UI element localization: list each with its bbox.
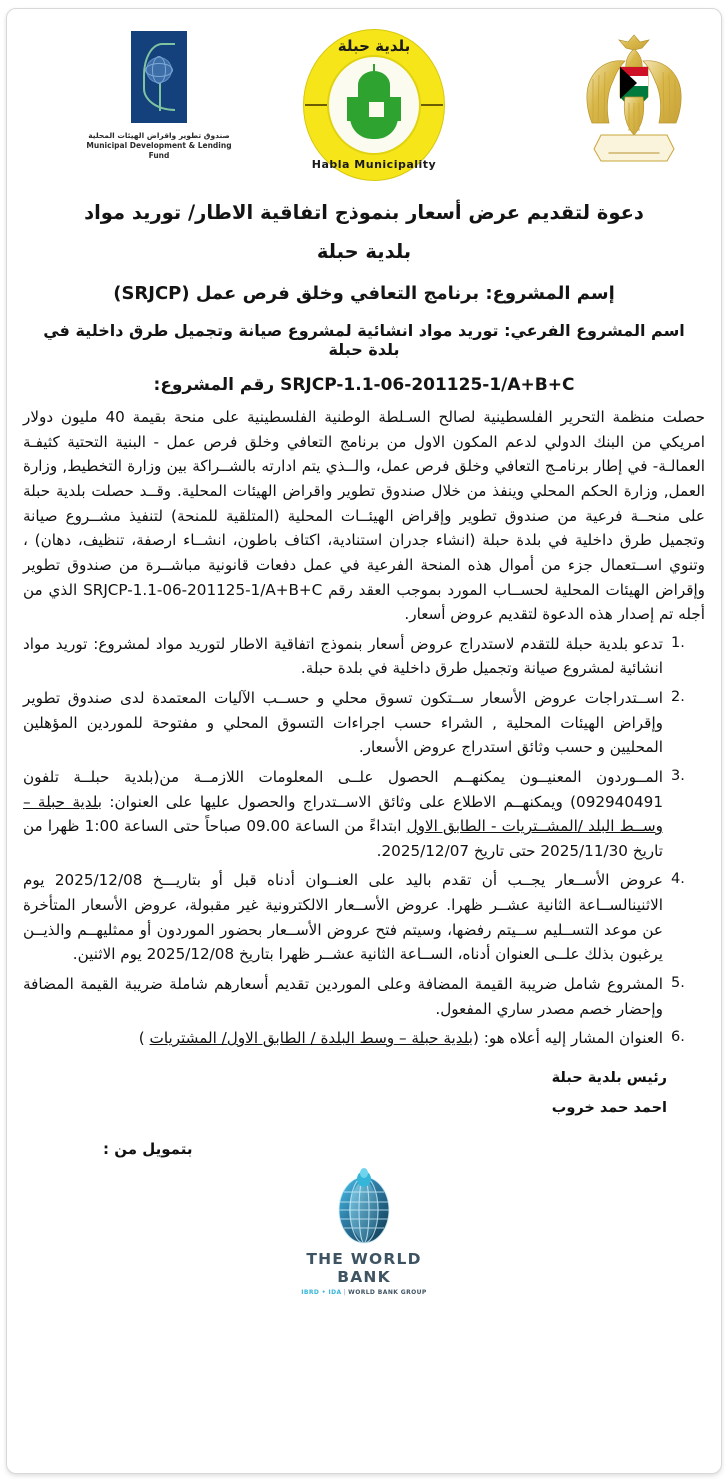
list-item	[23, 686, 705, 760]
intro-paragraph-tail: الذي من أجله تم إصدار هذه الدعوة لتقديم عروض أسعار.	[23, 580, 705, 624]
intro-paragraph-text: حصلت منظمة التحرير الفلسطينية لصالح السـلطة الوطنية الفلسطينية على منحة بقيمة 40 مليون دولار امريكي من البنك الدولي لدعم المكون الاول من برنامج التعافي وخلق فرص عمل - البنية التحتية كثيفـة العمالـة- في إطار برنامـج التعافي وخلق فرص عمل، والــذي يتم ادارته بالشــراكة بين وزارة التخطيط, وزارة العمل, وزارة الحكم المحلي وينفذ من خلال صندوق تطوير واقراض الهيئات المحلية. وقــد حصلت بلدية حبلة على منحــة فرعية من صندوق تطوير وإقراض الهيئــات المحلية (المتلقية للمنحة) لتنفيذ مشــروع صيانة وتجميل طرق داخلية في بلدة حبلة (انشاء جدران استنادية، اكتاف باطون، انشــاء ارصفة، تنظيف، دهان) ، وتنوي اســتعمال جزء من أموال هذه المنحة الفرعية في عمل دفعات قانونية مباشــرة من صندوق تطوير وإقراض الهيئات المحلية لحســاب المورد بموجب العقد رقم	[23, 408, 706, 599]
list-item	[23, 868, 705, 967]
project-name-label: إسم المشروع: برنامج التعافي وخلق فرص عمل (SRJCP)	[113, 283, 615, 305]
clause-4-text: عروض الأســعار يجــب أن تقدم باليد على العنــوان أدناه قبل أو بتاريـــخ 2025/12/08 يوم الاثنينالســاعة الثانية عشــر ظهرا. عروض الأســعار الالكترونية غير مقبولة، عروض الأسعار المتأخرة عن موعد التســليم ســيتم رفضها، وسيتم فتح عروض الأســعار بحضور الموردون أو ممثليهــم والذيــن يرغبون بذلك علــى العنوان أدناه، الســاعة الثانية عشــر ظهرا بتاريخ 2025/12/08 يوم الاثنين.	[23, 871, 663, 964]
eagle-icon	[579, 31, 689, 179]
project-number-row	[29, 375, 699, 395]
subproject-name-label: اسم المشروع الفرعي: توريد مواد انشائية لمشروع صيانة وتجميل طرق داخلية في بلدة حبلة	[43, 321, 685, 360]
list-item	[23, 632, 705, 681]
clause-5-text: المشروع شامل ضريبة القيمة المضافة وعلى الموردين تقديم أسعارهم شاملة ضريبة القيمة المضافة وإحضار خصم مصدر ساري المفعول.	[23, 974, 663, 1018]
world-bank-subtitle: IBRD • IDA | WORLD BANK GROUP	[301, 1288, 427, 1296]
mdlf-caption	[75, 131, 243, 161]
project-number-label: رقم المشروع:	[153, 375, 275, 396]
list-item	[23, 1026, 705, 1051]
clause-6-text-part1: العنوان المشار إليه أعلاه هو: (	[472, 1029, 663, 1048]
signature-block	[7, 1051, 721, 1124]
habla-logo-text-en: Habla Municipality	[311, 158, 437, 171]
palestine-eagle-emblem	[579, 31, 689, 179]
document-body	[7, 395, 721, 1051]
funded-by-label: بتمويل من :	[103, 1139, 193, 1158]
logo-header-row	[7, 9, 721, 191]
clause-1-text: تدعو بلدية حبلة للتقدم لاستدراج عروض أسعار بنموذج اتفاقية الاطار لتوريد مواد لمشروع: توريد مواد انشائية لمشروع صيانة وتجميل طرق داخلية في بلدة حبلة.	[23, 634, 663, 678]
page-title-line1: دعوة لتقديم عرض أسعار بنموذج اتفاقية الاطار/ توريد مواد	[84, 201, 644, 224]
habla-seal-inner	[327, 55, 421, 155]
habla-logo-text-ar: بلدية حبلة	[337, 37, 411, 55]
list-item	[23, 765, 705, 864]
mdlf-logo	[75, 31, 243, 161]
signature-role: رئيس بلدية حبلة	[551, 1069, 667, 1086]
intro-paragraph	[23, 405, 705, 627]
list-item	[23, 972, 705, 1021]
signature-name: احمد حمد خروب	[551, 1100, 667, 1117]
mdlf-caption-ar: صندوق تطوير واقراض الهيئات المحلية	[88, 131, 230, 140]
world-bank-globe-icon	[327, 1164, 401, 1248]
clause-3-text-part1: المــوردون المعنيــون يمكنهــم الحصول علــى المعلومات اللازمــة من(بلدية حبلــة تلفون 092940491) ويمكنهــم الاطلاع على وثائق الاســتدراج والحصول عليها على العنوان:	[23, 767, 663, 811]
world-bank-title: THE WORLD BANK	[306, 1249, 422, 1286]
project-number-value: SRJCP-1.1-06-201125-1/A+B+C	[280, 375, 575, 396]
clause-3-text-part2: ابتداءً من الساعة 09.00 صباحاً حتى الساعة 1:00 ظهرا من تاريخ 2025/11/30 حتى تاريخ 2025/12/07.	[23, 817, 663, 860]
world-bank-subtitle-right: WORLD BANK GROUP	[348, 1288, 427, 1296]
clause-2-text: اســتدراجات عروض الأسعار ســتكون تسوق محلي و حســب الآليات المعتمدة لدى صندوق تطوير وإقراض الهيئات المحلية , الشراء حسب اجراءات التسوق المحلي و مفتوحة للموردين المؤهلين المحليين و حسب وثائق استدراج عروض الأسعار.	[23, 689, 663, 757]
mosque-dome-icon	[347, 71, 401, 139]
page-title-line2: بلدية حبلة	[316, 240, 412, 264]
mdlf-caption-en: Municipal Development & Lending Fund	[86, 141, 232, 161]
habla-municipality-logo	[303, 29, 445, 181]
clause-6-text-part2: )	[138, 1029, 150, 1048]
document-sheet	[6, 8, 722, 1474]
clause-3-address: بلدية حبلة – وســط البلد /المشــتريات - الطابق الاول	[23, 792, 663, 836]
world-bank-logo	[279, 1164, 449, 1296]
mdlf-mark-icon	[131, 31, 187, 123]
document-headings	[7, 197, 721, 395]
intro-contract-code: SRJCP-1.1-06-201125-1/A+B+C	[83, 580, 323, 599]
clause-list	[23, 632, 705, 1051]
world-bank-subtitle-left: IBRD • IDA	[301, 1288, 342, 1296]
world-bank-footer	[7, 1158, 721, 1298]
clause-6-address: بلدية حبلة – وسط البلدة / الطابق الاول/ المشتريات	[149, 1029, 473, 1048]
